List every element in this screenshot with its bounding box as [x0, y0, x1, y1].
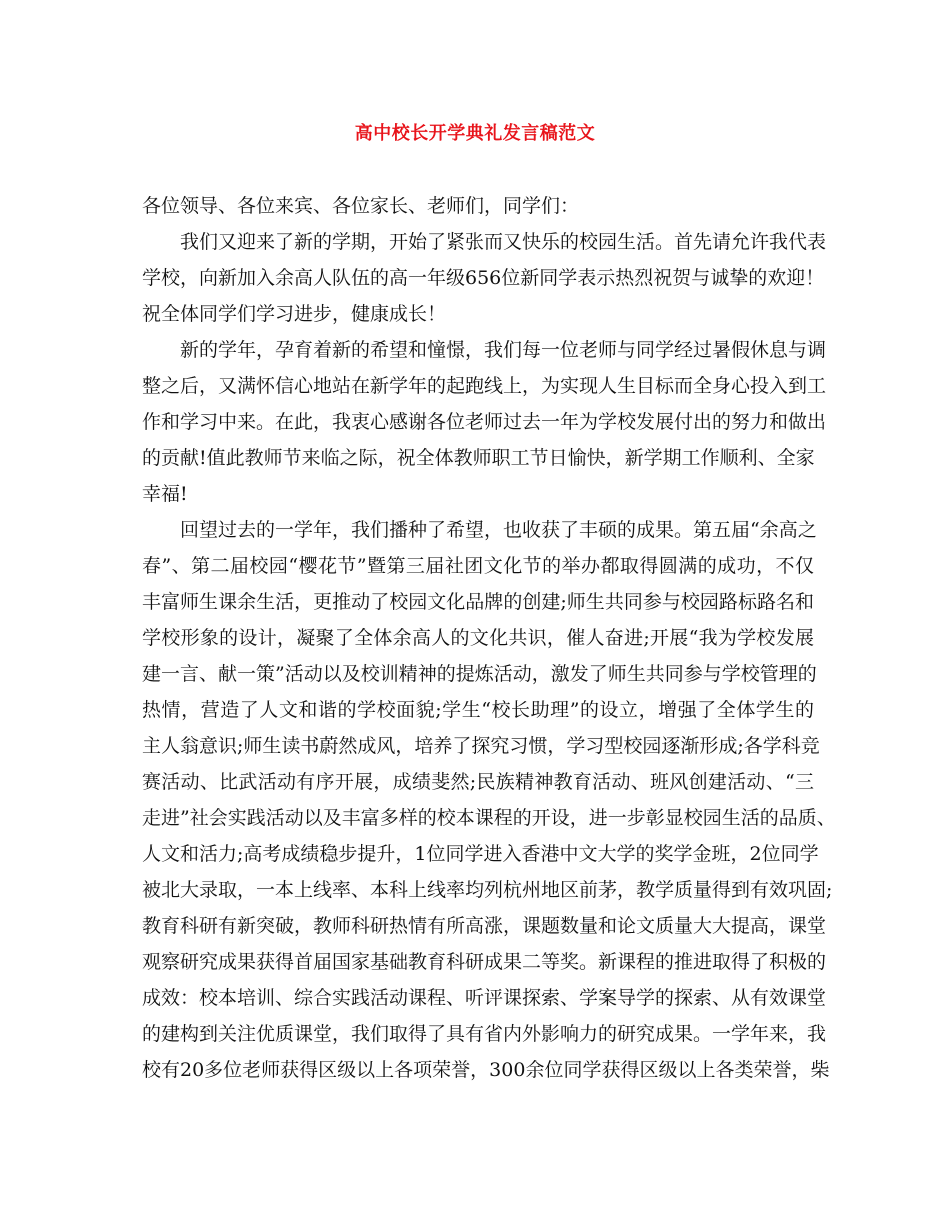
paragraph-line: 祝全体同学们学习进步，健康成长！ [142, 303, 447, 325]
paragraph-line: 学校，向新加入余高人队伍的高一年级656位新同学表示热烈祝贺与诚挚的欢迎！ [142, 267, 825, 289]
paragraph-line: 的贡献!值此教师节来临之际，祝全体教师职工节日愉快，新学期工作顺利、全家 [142, 447, 815, 469]
paragraph-line: 丰富师生课余生活，更推动了校园文化品牌的创建;师生共同参与校园路标路名和 [142, 591, 814, 613]
paragraph-line: 学校形象的设计，凝聚了全体余高人的文化共识，催人奋进;开展“我为学校发展 [142, 627, 814, 649]
paragraph-line: 成效：校本培训、综合实践活动课程、听评课探索、学案导学的探索、从有效课堂 [142, 987, 827, 1009]
paragraph-line: 新的学年，孕育着新的希望和憧憬，我们每一位老师与同学经过暑假休息与调 [180, 339, 827, 361]
paragraph-line: 作和学习中来。在此，我衷心感谢各位老师过去一年为学校发展付出的努力和做出 [142, 411, 827, 433]
paragraph-line: 的建构到关注优质课堂，我们取得了具有省内外影响力的研究成果。一学年来，我 [142, 1023, 827, 1045]
paragraph-line: 整之后，又满怀信心地站在新学年的起跑线上，为实现人生目标而全身心投入到工 [142, 375, 827, 397]
paragraph-line: 赛活动、比武活动有序开展，成绩斐然;民族精神教育活动、班风创建活动、“三 [142, 771, 814, 793]
paragraph-line: 建一言、献一策”活动以及校训精神的提炼活动，激发了师生共同参与学校管理的 [142, 663, 817, 685]
paragraph-line: 被北大录取，一本上线率、本科上线率均列杭州地区前茅，教学质量得到有效巩固; [142, 879, 833, 901]
paragraph-line: 教育科研有新突破，教师科研热情有所高涨，课题数量和论文质量大大提高，课堂 [142, 915, 827, 937]
paragraph-line: 观察研究成果获得首届国家基础教育科研成果二等奖。新课程的推进取得了积极的 [142, 951, 827, 973]
paragraph-line: 主人翁意识;师生读书蔚然成风，培养了探究习惯，学习型校园逐渐形成;各学科竞 [142, 735, 820, 757]
paragraph-line: 校有20多位老师获得区级以上各项荣誉，300余位同学获得区级以上各类荣誉，柴 [142, 1059, 830, 1081]
paragraph-line: 走进”社会实践活动以及丰富多样的校本课程的开设，进一步彰显校园生活的品质、 [142, 807, 836, 829]
paragraph-line: 热情，营造了人文和谐的学校面貌;学生“校长助理”的设立，增强了全体学生的 [142, 699, 814, 721]
document-title: 高中校长开学典礼发言稿范文 [354, 123, 596, 144]
document-body [142, 188, 836, 1088]
paragraph-line: 回望过去的一学年，我们播种了希望，也收获了丰硕的成果。第五届“余高之 [180, 519, 817, 541]
salutation: 各位领导、各位来宾、各位家长、老师们，同学们： [142, 195, 580, 217]
paragraph-line: 人文和活力;高考成绩稳步提升，1位同学进入香港中文大学的奖学金班，2位同学 [142, 843, 819, 865]
paragraph-line: 幸福! [142, 483, 188, 505]
paragraph-line: 我们又迎来了新的学期，开始了紧张而又快乐的校园生活。首先请允许我代表 [180, 231, 827, 253]
paragraph-line: 春”、第二届校园“樱花节”暨第三届社团文化节的举办都取得圆满的成功，不仅 [142, 555, 814, 577]
